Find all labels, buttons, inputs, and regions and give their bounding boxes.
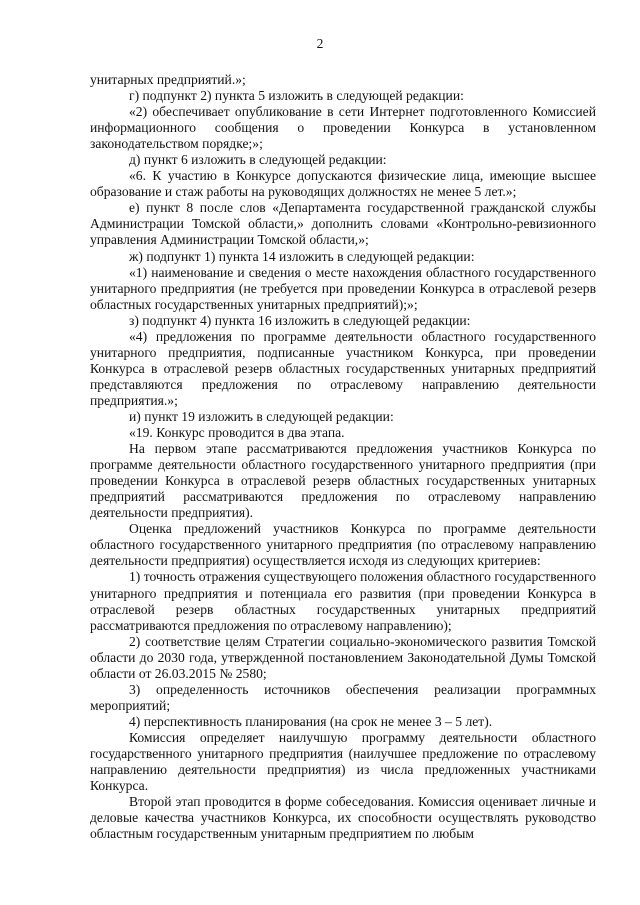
paragraph: «1) наименование и сведения о месте нахождения областного государственного унитарного предприятия (не требуется при проведении Конкурса в отраслевой резерв областных государственных унитарных предприятий);»;	[90, 264, 596, 312]
paragraph: Оценка предложений участников Конкурса по программе деятельности областного государственного унитарного предприятия (по отраслевому направлению деятельности предприятия) осуществляется исходя из следующих критериев:	[90, 521, 596, 569]
paragraph: «6. К участию в Конкурсе допускаются физические лица, имеющие высшее образование и стаж работы на руководящих должностях не менее 5 лет.»;	[90, 168, 596, 200]
document-body	[90, 72, 596, 842]
paragraph: «2) обеспечивает опубликование в сети Интернет подготовленного Комиссией информационного сообщения о проведении Конкурса в установленном законодательством порядке;»;	[90, 104, 596, 152]
paragraph: 2) соответствие целям Стратегии социально-экономического развития Томской области до 2030 года, утвержденной постановлением Законодательной Думы Томской области от 26.03.2015 № 2580;	[90, 633, 596, 681]
paragraph: «19. Конкурс проводится в два этапа.	[129, 425, 345, 441]
paragraph: г) подпункт 2) пункта 5 изложить в следующей редакции:	[129, 88, 464, 104]
paragraph: з) подпункт 4) пункта 16 изложить в следующей редакции:	[129, 312, 471, 328]
paragraph: унитарных предприятий.»;	[90, 72, 246, 87]
paragraph: е) пункт 8 после слов «Департамента государственной гражданской службы Администрации Томской области,» дополнить словами «Контрольно-ревизионного управления Администрации Томской области,»;	[90, 200, 596, 248]
paragraph: ж) подпункт 1) пункта 14 изложить в следующей редакции:	[129, 248, 475, 264]
page-number: 2	[316, 36, 324, 51]
paragraph: Комиссия определяет наилучшую программу деятельности областного государственного унитарного предприятия (наилучшее предложение по отраслевому направлению деятельности предприятия) из числа предложенных участниками Конкурса.	[90, 729, 596, 794]
paragraph: 4) перспективность планирования (на срок не менее 3 – 5 лет).	[129, 713, 493, 729]
paragraph: «4) предложения по программе деятельности областного государственного унитарного предприятия, подписанные участником Конкурса, при проведении Конкурса в отраслевой резерв областных государственных унитарных предприятий представляются предложения по отраслевому направлению деятельности предприятия.»;	[90, 328, 596, 408]
paragraph: На первом этапе рассматриваются предложения участников Конкурса по программе деятельности областного государственного унитарного предприятия (при проведении Конкурса в отраслевой резерв областных государственных унитарных предприятий рассматриваются предложения по отраслевому направлению деятельности предприятия).	[90, 441, 596, 521]
paragraph: и) пункт 19 изложить в следующей редакции:	[129, 408, 394, 424]
paragraph: Второй этап проводится в форме собеседования. Комиссия оценивает личные и деловые качества участников Конкурса, их способности осуществлять руководство областным государственным унитарным предприятием по любым	[90, 794, 596, 842]
paragraph: д) пункт 6 изложить в следующей редакции:	[129, 152, 387, 168]
paragraph: 1) точность отражения существующего положения областного государственного унитарного предприятия и потенциала его развития (при проведении Конкурса в отраслевой резерв областных государственных унитарных предприятий рассматриваются предложения по отраслевому направлению);	[90, 569, 596, 633]
paragraph: 3) определенность источников обеспечения реализации программных мероприятий;	[90, 681, 596, 713]
